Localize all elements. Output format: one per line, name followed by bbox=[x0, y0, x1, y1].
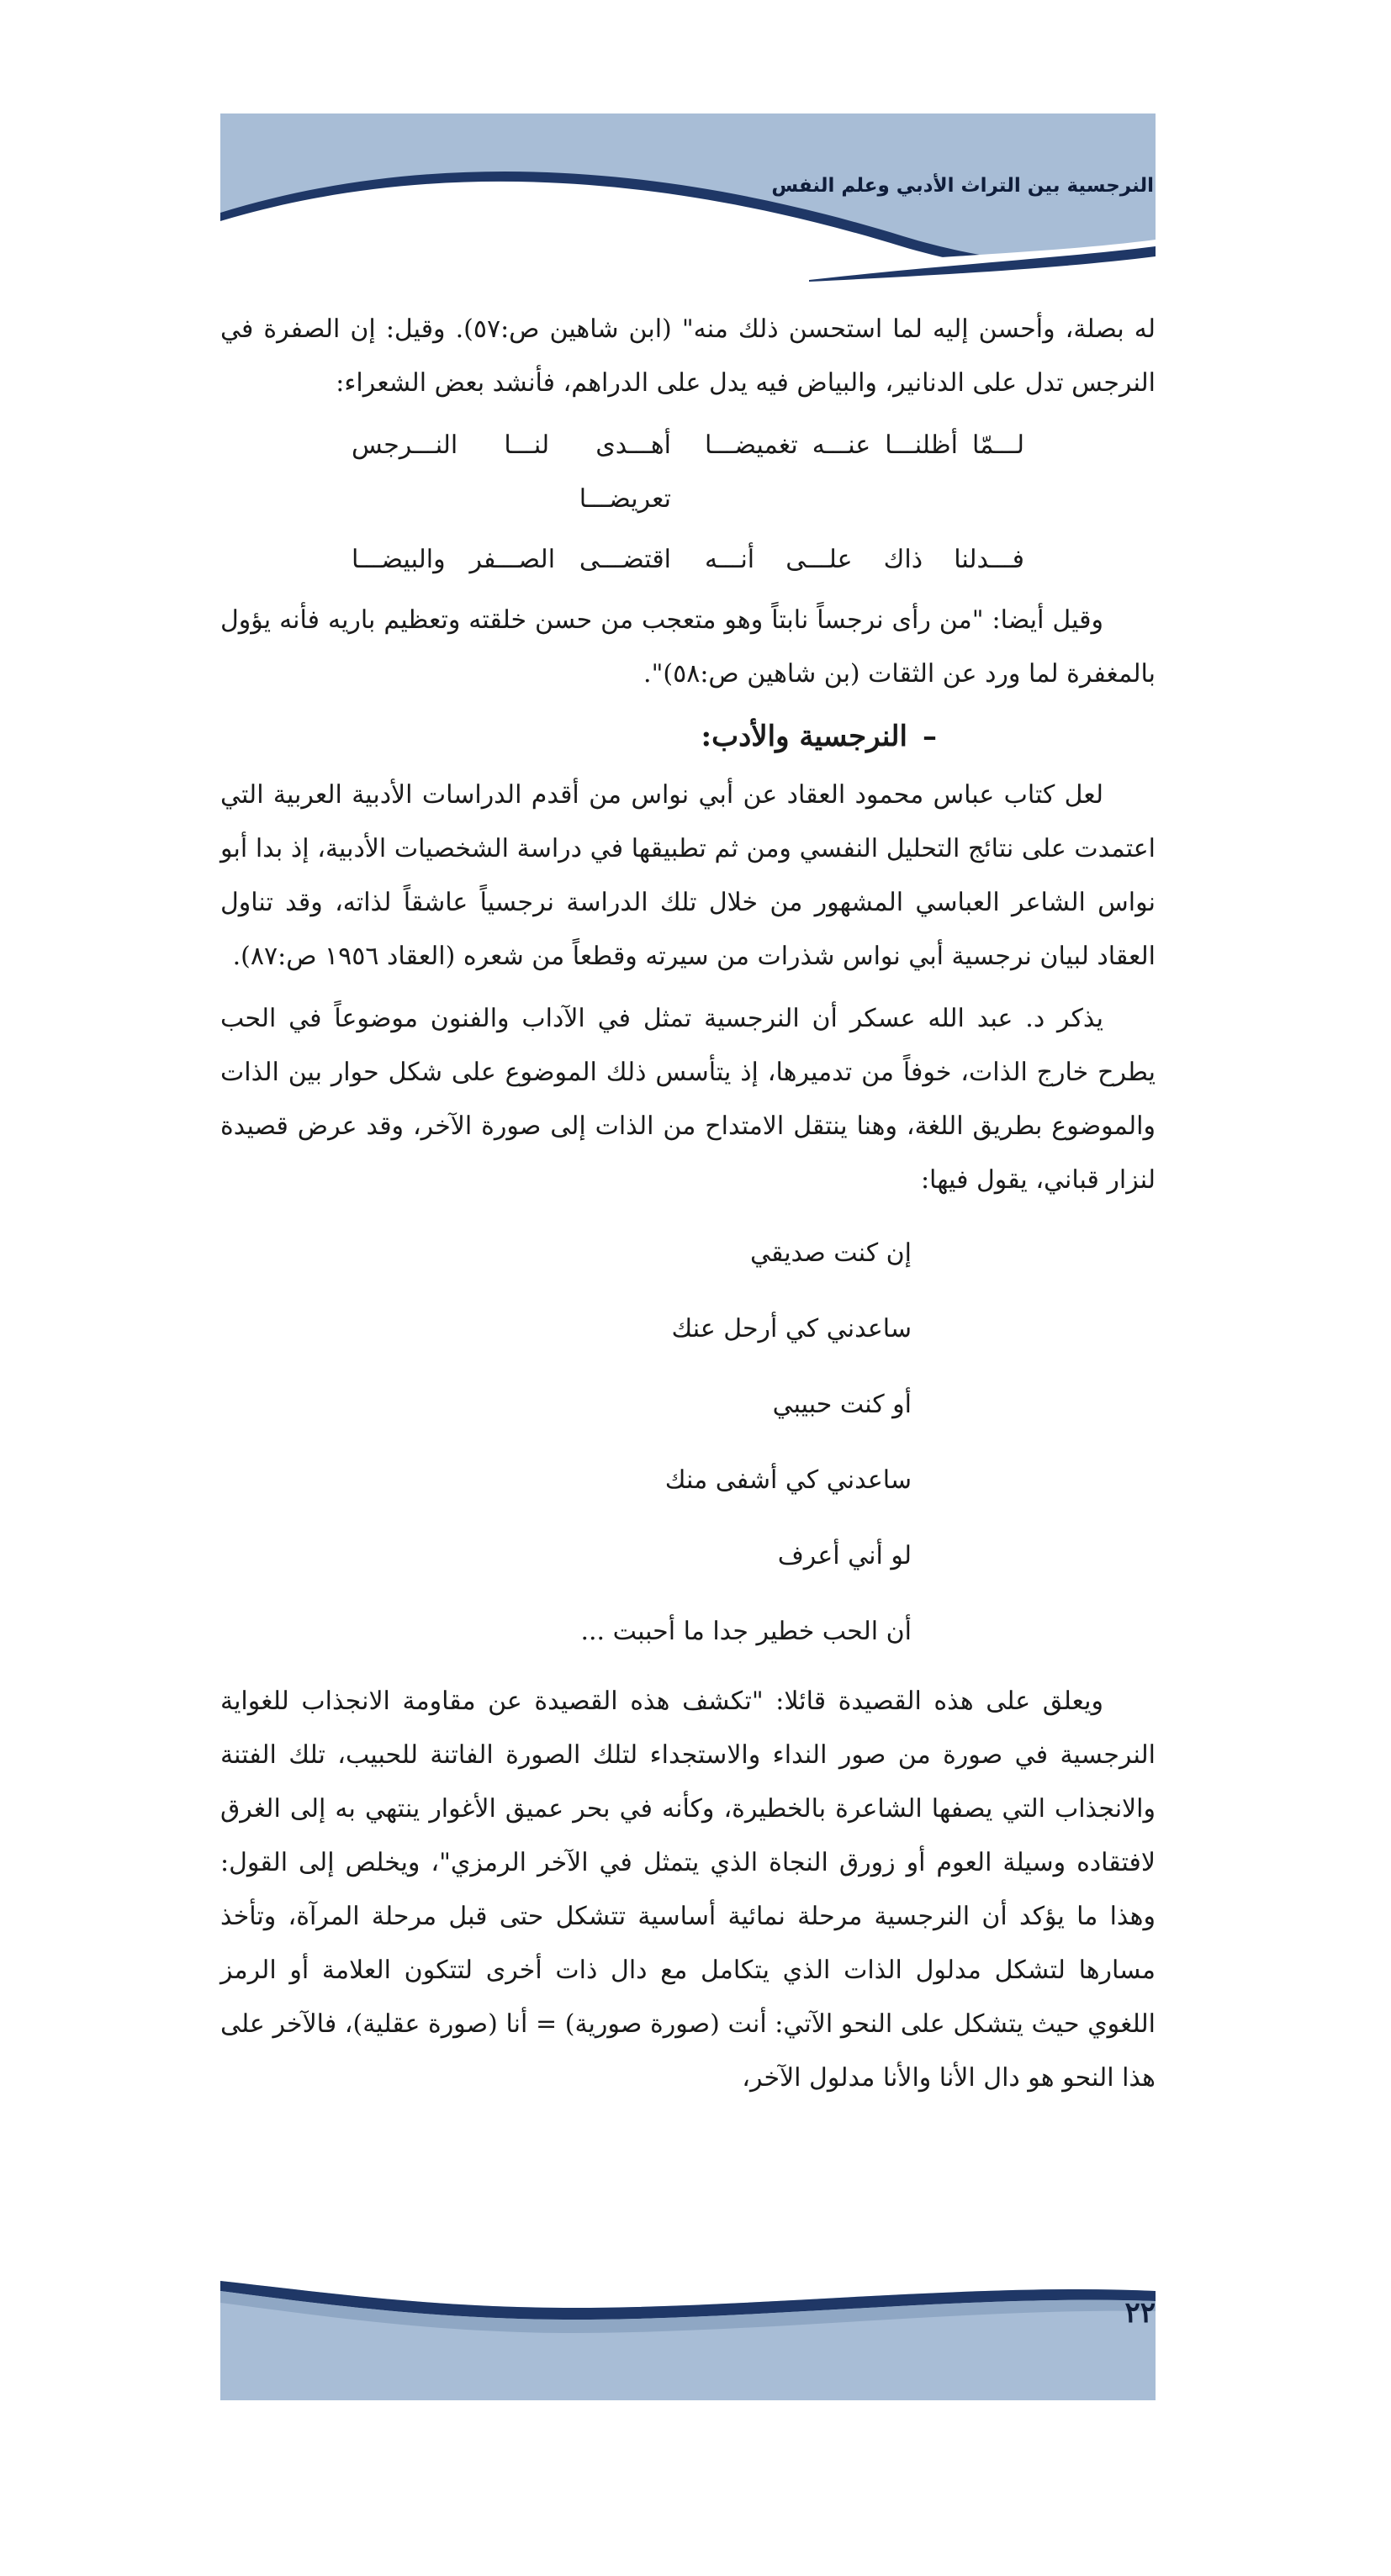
paragraph-5: ويعلق على هذه القصيدة قائلا: "تكشف هذه القصيدة عن مقاومة الانجذاب للغواية النرجسية في صورة من صور النداء والاستجداء لتلك الصورة الفاتنة للحبيب، تلك الفتنة والانجذاب التي يصفها الشاعرة بالخطيرة، وكأنه في بحر عميق الأغوار ينتهي به إلى الغرق لافتقاده وسيلة العوم أو زورق النجاة الذي يتمثل في الآخر الرمزي"، ويخلص إلى القول: وهذا ما يؤكد أن النرجسية مرحلة نمائية أساسية تتشكل حتى قبل مرحلة المرآة، وتأخذ مسارها لتشكل مدلول الذات الذي يتكامل مع دال ذات أخرى لتتكون العلامة أو الرمز اللغوي حيث يتشكل على النحو الآتي: أنت (صورة صورية) = أنا (صورة عقلية)، فالآخر على هذا النحو هو دال الأنا والأنا مدلول الآخر، bbox=[220, 1687, 1156, 2093]
heading-text: النرجسية والأدب: bbox=[701, 720, 907, 753]
verse-line-1 bbox=[220, 419, 1156, 526]
paragraph-1: له بصلة، وأحسن إليه لما استحسن ذلك منه" (ابن شاهين ص:٥٧). وقيل: إن الصفرة في النرجس تدل على الدنانير، والبياض فيه يدل على الدراهم، فأنشد بعض الشعراء: bbox=[220, 314, 1156, 398]
poem-line: أو كنت حبيبي bbox=[772, 1390, 912, 1419]
page-number: ٢٢ bbox=[1124, 2296, 1156, 2330]
poem-line: ساعدني كي أرحل عنك bbox=[671, 1314, 912, 1343]
verse-1-hemistich-a: لـــمّا أظلنـــا عنـــه تغميضـــا bbox=[705, 430, 1024, 460]
footer-wave-graphic bbox=[220, 2274, 1156, 2400]
running-title: النرجسية بين التراث الأدبي وعلم النفس bbox=[771, 175, 1154, 197]
poem-line: ساعدني كي أشفى منك bbox=[664, 1465, 912, 1495]
verse-2-hemistich-a: فـــدلنا ذاك علـــى أنـــه bbox=[705, 545, 1024, 574]
section-heading bbox=[220, 710, 1156, 763]
paragraph-3: لعل كتاب عباس محمود العقاد عن أبي نواس من أقدم الدراسات الأدبية العربية التي اعتمدت على نتائج التحليل النفسي ومن ثم تطبيقها في دراسة الشخصيات الأدبية، إذ بدا أبو نواس الشاعر العباسي المشهور من خلال تلك الدراسة نرجسياً عاشقاً لذاته، وقد تناول العقاد لبيان نرجسية أبي نواس شذرات من سيرته وقطعاً من شعره (العقاد ١٩٥٦ ص:٨٧). bbox=[220, 780, 1156, 971]
verse-2-hemistich-b: اقتضـــى الصـــفر والبيضـــا bbox=[352, 545, 671, 574]
paragraph-2: وقيل أيضا: "من رأى نرجساً نابتاً وهو متعجب من حسن خلقته وتعظيم باريه فأنه يؤول بالمغفرة لما ورد عن الثقات (بن شاهين ص:٥٨)". bbox=[220, 605, 1156, 689]
verse-line-2 bbox=[220, 533, 1156, 587]
page bbox=[220, 113, 1156, 2493]
poem-line: لو أني أعرف bbox=[777, 1541, 912, 1570]
header-band bbox=[220, 113, 1156, 282]
heading-dash: – bbox=[923, 720, 937, 753]
verse-1-hemistich-b: أهـــدى لنـــا النـــرجس تعريضـــا bbox=[352, 430, 671, 514]
paragraph-4: يذكر د. عبد الله عسكر أن النرجسية تمثل في الآداب والفنون موضوعاً في الحب يطرح خارج الذات، خوفاً من تدميرها، إذ يتأسس ذلك الموضوع على شكل حوار بين الذات والموضوع بطريق اللغة، وهنا ينتقل الامتداح من الذات إلى صورة الآخر، وقد عرض قصيدة لنزار قباني، يقول فيها: bbox=[220, 1004, 1156, 1195]
footer-band bbox=[220, 2274, 1156, 2400]
main-text bbox=[220, 303, 1156, 2114]
poem-line: إن كنت صديقي bbox=[750, 1238, 912, 1268]
poem bbox=[220, 1216, 1156, 1670]
header-wave-graphic bbox=[220, 113, 1156, 282]
poem-line: أن الحب خطير جدا ما أحببت ... bbox=[580, 1617, 912, 1646]
